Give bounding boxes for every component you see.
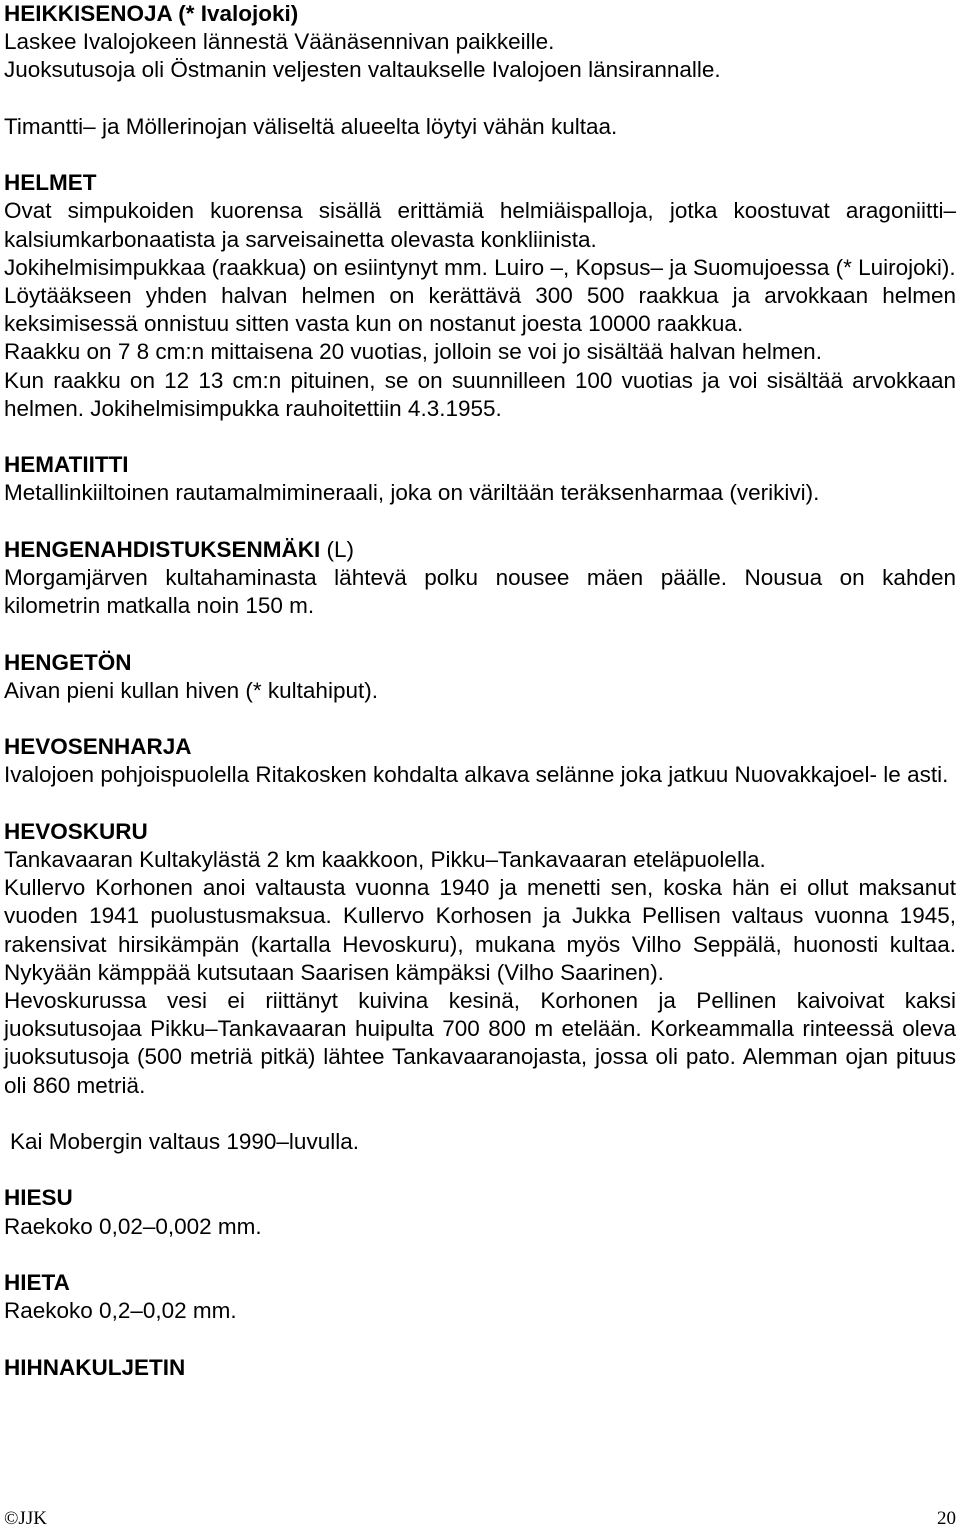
entry-term: HELMET — [4, 170, 97, 196]
entry-hieta — [4, 1269, 956, 1325]
entry-term-suffix: (L) — [320, 536, 355, 562]
blank-line — [4, 1100, 956, 1128]
entry-text: Kai Mobergin valtaus 1990–luvulla. — [10, 1129, 359, 1154]
entry-text: Kullervo Korhonen anoi valtausta vuonna 1940 ja menetti sen, koska hän ei ollut maksanut vuoden 1941 puolustusmaksua. Kullervo Korhosen ja Jukka Pellisen valtaus vuonna 1945, rakensivat hirsikämpän (kartalla Hevoskuru), mukana myös Vilho Seppälä, huonosti kultaa. Nykyään kämppää kutsutaan Saarisen kämpäksi (Vilho Saarinen). — [4, 875, 956, 985]
entry-helmet — [4, 169, 956, 423]
entry-text: Ovat simpukoiden kuorensa sisällä erittämiä helmiäispalloja, jotka koostuvat aragoniitti– kalsiumkarbonaatista ja sarveisainetta olevasta konkliinista. — [4, 198, 956, 252]
entry-text: Laskee Ivalojokeen lännestä Väänäsennivan paikkeille. — [4, 29, 555, 55]
entry-term: HENGETÖN — [4, 649, 132, 675]
entry-hiesu — [4, 1184, 956, 1240]
entry-hevosenharja — [4, 733, 956, 789]
entry-text: Hevoskurussa vesi ei riittänyt kuivina kesinä, Korhonen ja Pellinen kaivoivat kaksi juoksutusojaa Pikku–Tankavaaran huipulta 700 800 m etelään. Korkeammalla rinteessä oleva juoksutusoja (500 metriä pitkä) lähtee Tankavaaranojasta, jossa oli pato. Alemman ojan pituus oli 860 metriä. — [4, 988, 956, 1098]
entry-term: HIETA — [4, 1269, 70, 1295]
entry-text: Metallinkiiltoinen rautamalmimineraali, joka on väriltään teräksenharmaa (verikivi). — [4, 480, 820, 506]
entry-text: Raekoko 0,02–0,002 mm. — [4, 1213, 262, 1239]
entry-hevoskuru — [4, 818, 956, 1156]
entry-text: Tankavaaran Kultakylästä 2 km kaakkoon, Pikku–Tankavaaran eteläpuolella. — [4, 846, 766, 872]
entry-hihnakuljetin — [4, 1354, 956, 1382]
entry-term: HIESU — [4, 1185, 73, 1211]
entry-term-name: HENGENAHDISTUKSENMÄKI — [4, 536, 321, 562]
document-body — [4, 0, 956, 1410]
entry-text: Jokihelmisimpukkaa (raakkua) on esiintynyt mm. Luiro –, Kopsus– ja Suomujoessa (* Luirojoki). — [4, 254, 956, 280]
entry-text: Timantti– ja Möllerinojan väliseltä alueelta löytyi vähän kultaa. — [4, 113, 618, 139]
entry-term: HEVOSENHARJA — [4, 734, 192, 760]
entry-heikkisenoja — [4, 0, 956, 141]
entry-text: Aivan pieni kullan hiven (* kultahiput). — [4, 677, 378, 703]
entry-term: HIHNAKULJETIN — [4, 1354, 186, 1380]
entry-term: HEVOSKURU — [4, 818, 148, 844]
entry-hengeton — [4, 649, 956, 705]
entry-text: Löytääkseen yhden halvan helmen on kerättävä 300 500 raakkua ja arvokkaan helmen keksimisessä onnistuu sitten vasta kun on nostanut joesta 10000 raakkua. — [4, 283, 956, 337]
entry-text: Kun raakku on 12 13 cm:n pituinen, se on suunnilleen 100 vuotias ja voi sisältää arvokkaan helmen. Jokihelmisimpukka rauhoitettiin 4.3.1955. — [4, 367, 956, 421]
entry-term — [4, 536, 956, 564]
entry-hematiitti — [4, 451, 956, 507]
entry-text: Juoksutusoja oli Östmanin veljesten valtaukselle Ivalojoen länsirannalle. — [4, 57, 721, 83]
entry-hengenahdistuksenmaki — [4, 536, 956, 621]
entry-text: Raakku on 7 8 cm:n mittaisena 20 vuotias, jolloin se voi jo sisältää halvan helmen. — [4, 339, 822, 365]
blank-line — [4, 85, 956, 113]
page-number: 20 — [937, 1508, 956, 1529]
entry-term: HEMATIITTI — [4, 452, 129, 478]
copyright-label: ©JJK — [4, 1508, 47, 1529]
entry-text: Ivalojoen pohjoispuolella Ritakosken kohdalta alkava selänne joka jatkuu Nuovakkajoel- le asti. — [4, 762, 949, 788]
entry-text: Morgamjärven kultahaminasta lähtevä polku nousee mäen päälle. Nousua on kahden kilometrin matkalla noin 150 m. — [4, 565, 956, 619]
entry-text: Raekoko 0,2–0,02 mm. — [4, 1298, 237, 1324]
entry-term: HEIKKISENOJA (* Ivalojoki) — [4, 1, 299, 26]
page-footer — [0, 1508, 960, 1530]
